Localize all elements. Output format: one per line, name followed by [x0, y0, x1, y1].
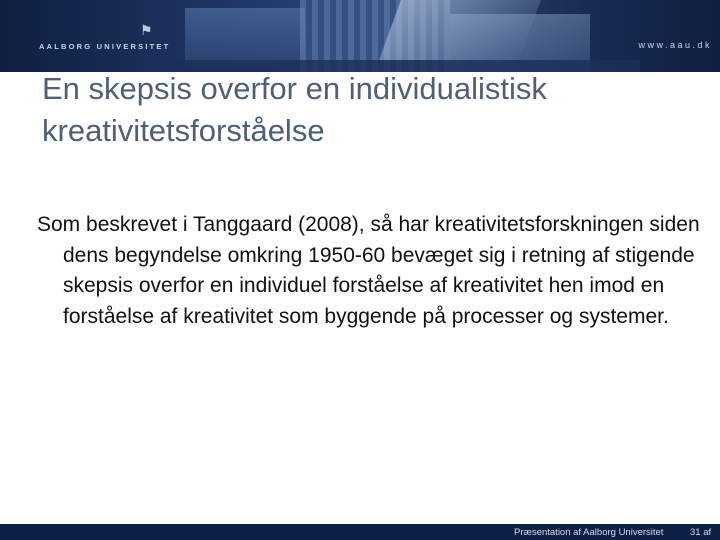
footer-text: Præsentation af Aalborg Universitet	[514, 527, 664, 538]
header-banner	[0, 0, 720, 72]
page-number: 31 af	[690, 527, 712, 538]
building-image	[185, 8, 305, 68]
university-logo-text: AALBORG UNIVERSITET	[39, 42, 171, 51]
university-logo-icon: ⚑	[140, 22, 153, 38]
header-url: www.aau.dk	[638, 40, 712, 50]
slide-title: En skepsis overfor en individualistisk kreativitetsforståelse	[42, 71, 547, 148]
footer-bar	[0, 524, 720, 540]
slide-body-text: Som beskrevet i Tanggaard (2008), så har kreativitetsforskningen siden dens begyndelse omkring 1950-60 bevæget sig i retning af stigende skepsis overfor en individuel forståelse af kreativitet hen imod en forståelse af kreativitet som byggende på processer og systemer.	[37, 213, 700, 328]
